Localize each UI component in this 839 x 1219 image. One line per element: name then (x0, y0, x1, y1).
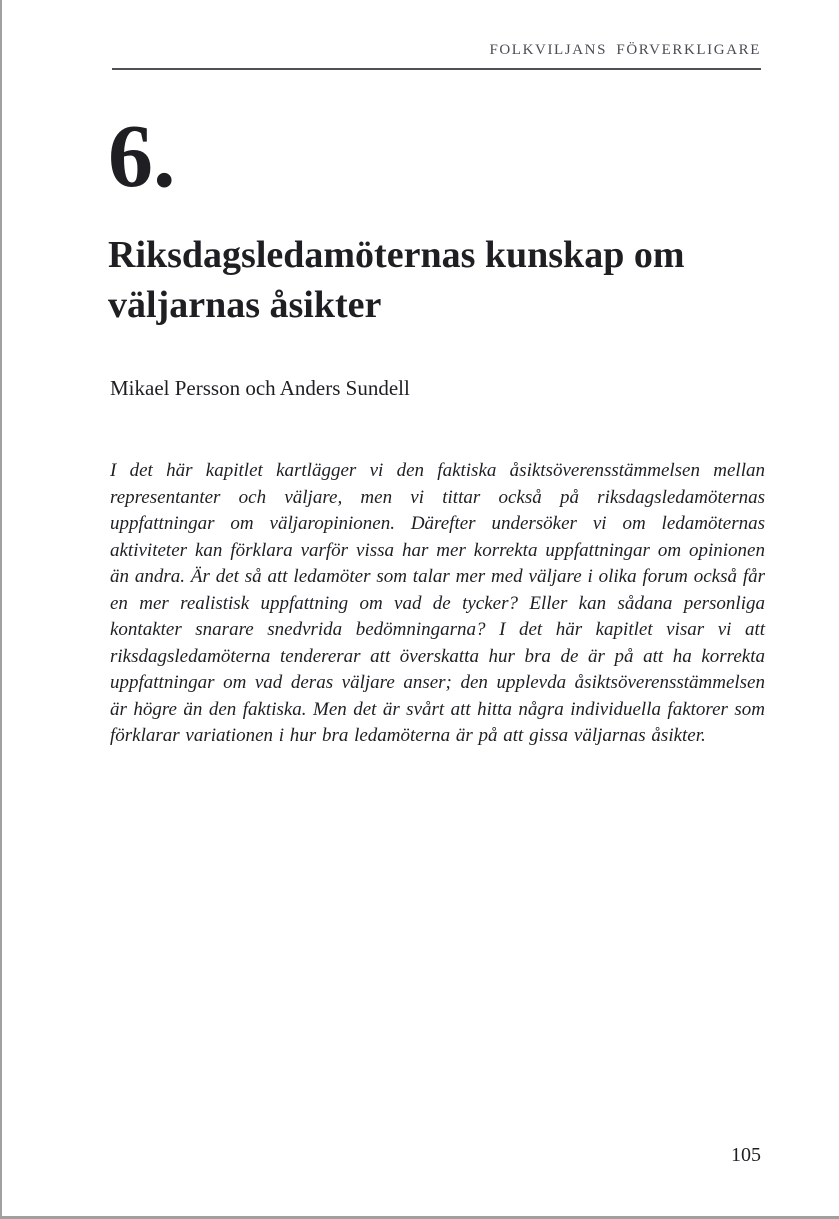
header-rule (112, 68, 761, 70)
chapter-title (108, 230, 748, 330)
running-header: FOLKVILJANS FÖRVERKLIGARE (489, 42, 761, 58)
chapter-abstract: I det här kapitlet kartlägger vi den faktiska åsiktsöverensstämmelsen mellan representanter och väljare, men vi tittar också på riksdagsledamöternas uppfattningar om väljaropinionen. Därefter undersöker vi om ledamöternas aktiviteter kan förklara varför vissa har mer korrekta uppfattningar om opinionen än andra. Är det så att ledamöter som talar mer med väljare i olika forum också får en mer realistisk uppfattning om vad de tycker? Eller kan sådana personliga kontakter snarare snedvrida bedömningarna? I det här kapitlet visar vi att riksdagsledamöterna tendererar att överskatta hur bra de är på att ha korrekta uppfattningar om vad deras väljare anser; den upplevda åsiktsöverensstämmelsen är högre än den faktiska. Men det är svårt att hitta några individuella faktorer som förklarar variationen i hur bra ledamöterna är på att gissa väljarnas åsikter. (110, 460, 765, 746)
chapter-number: 6. (108, 107, 176, 206)
chapter-title-line-1: Riksdagsledamöternas kunskap om (108, 234, 685, 276)
authors-byline: Mikael Persson och Anders Sundell (110, 376, 410, 400)
page-number: 105 (731, 1144, 761, 1166)
chapter-title-line-2: väljarnas åsikter (108, 284, 382, 326)
